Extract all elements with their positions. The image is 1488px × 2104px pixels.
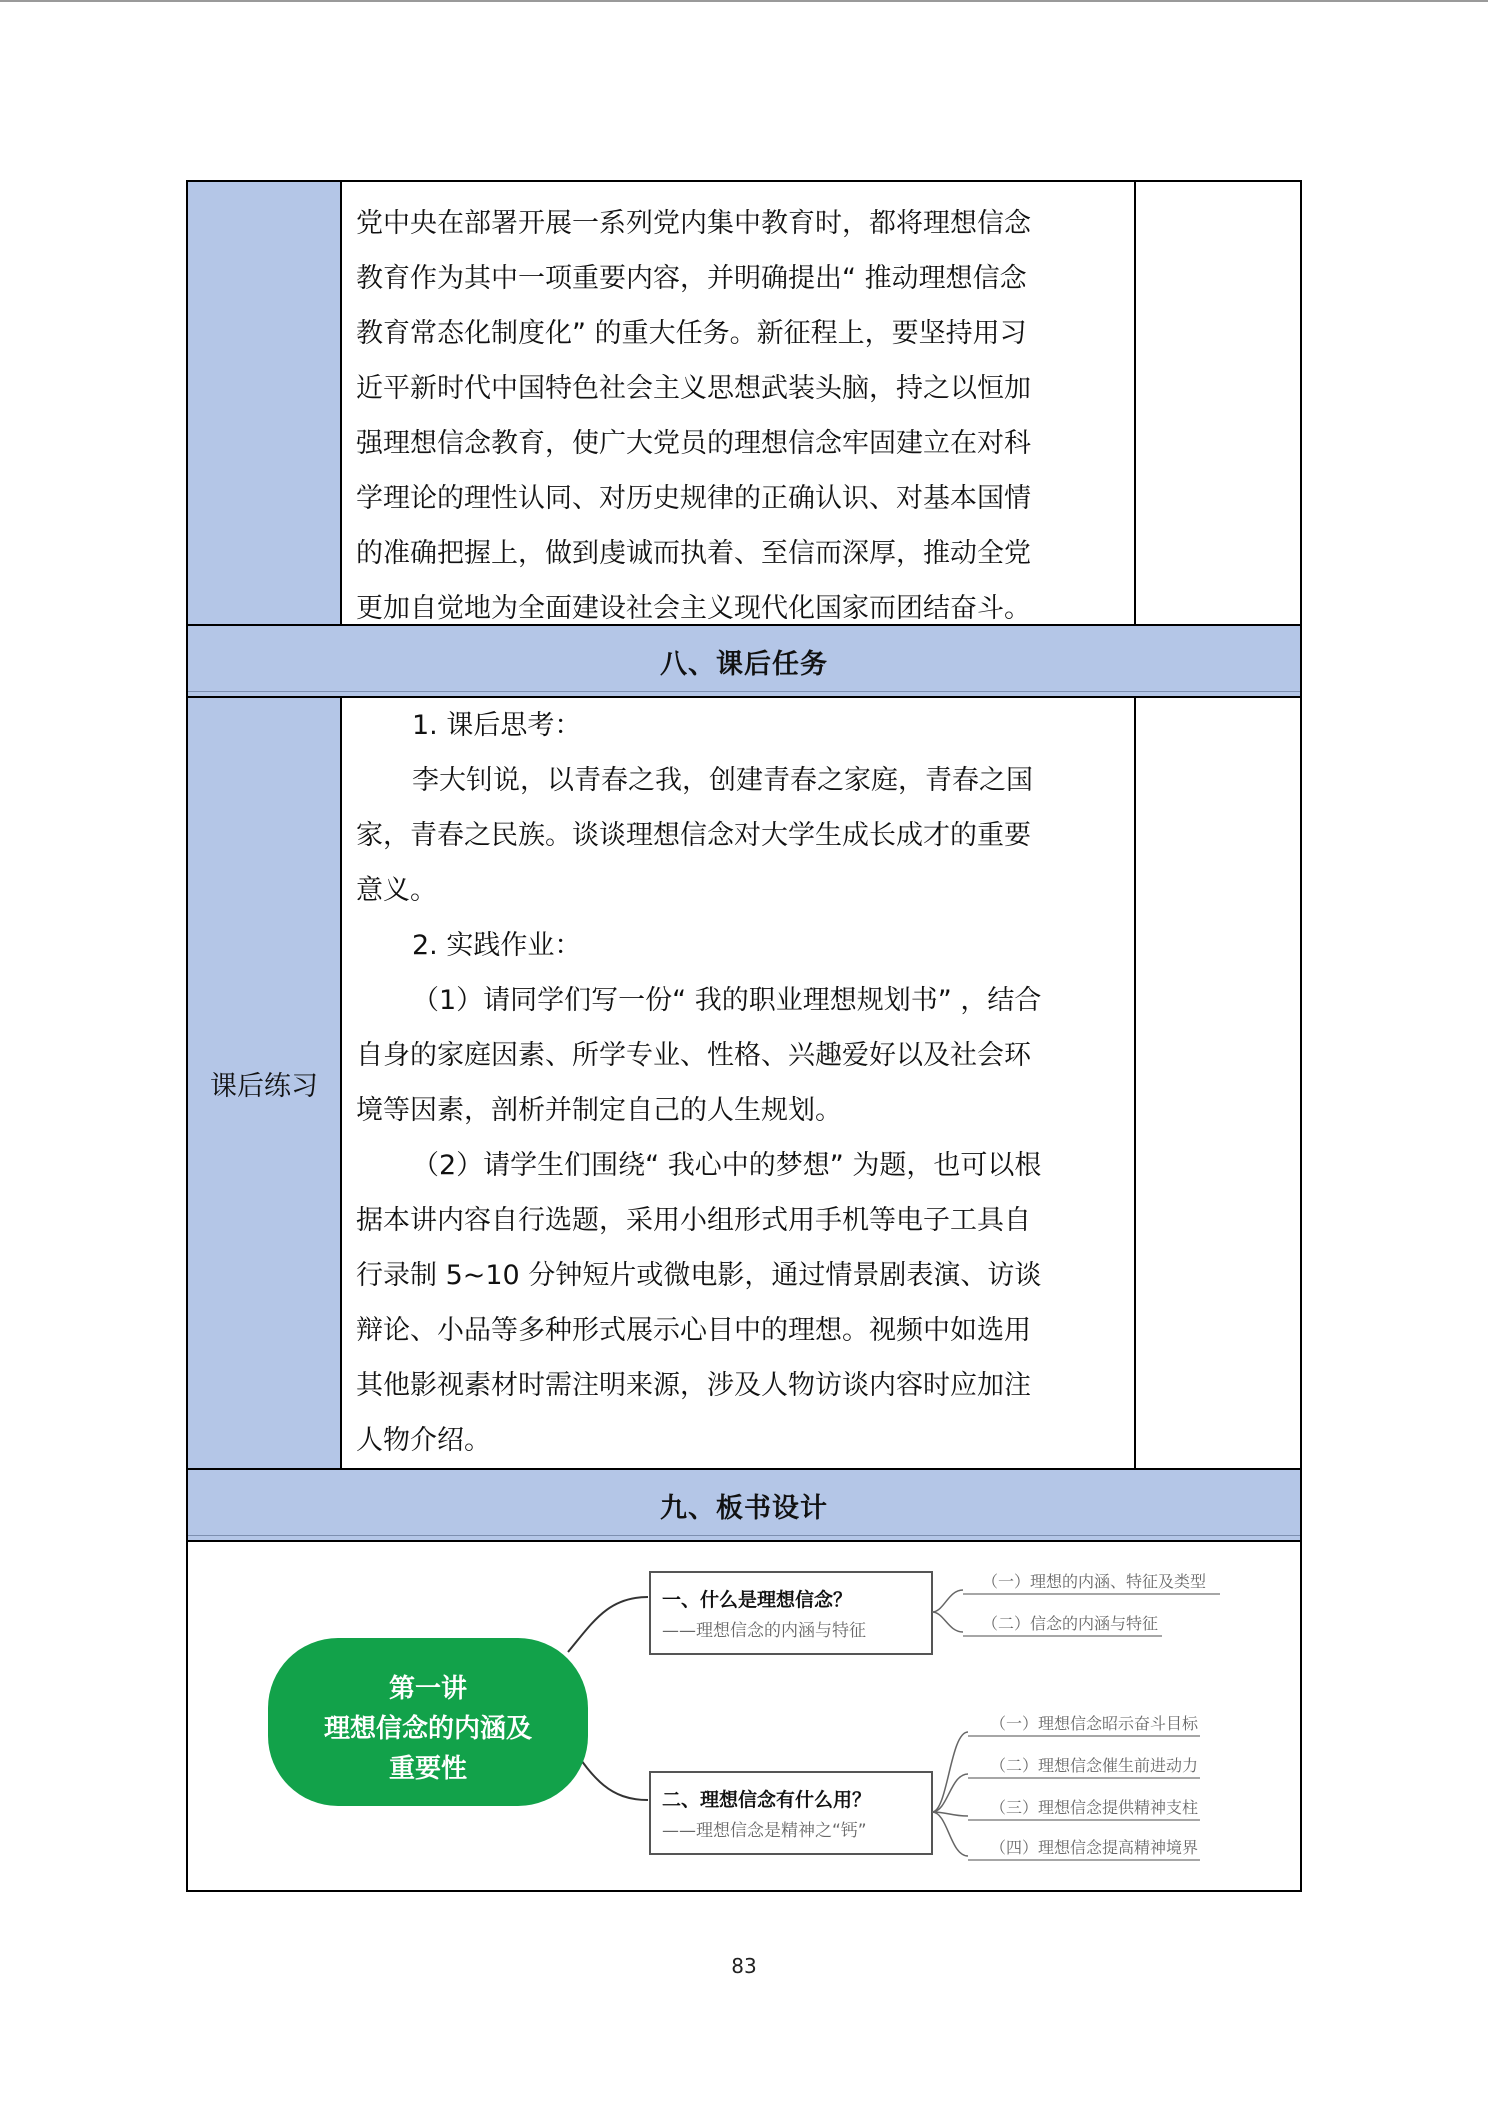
after-class-paragraph (356, 698, 1126, 1468)
content-cell (342, 182, 1136, 624)
leaf-text: （一）理想的内涵、特征及类型 (982, 1572, 1207, 1591)
mind-map-diagram (188, 1542, 1300, 1890)
center-node-line: 第一讲 (388, 1674, 468, 1704)
row-continuation (188, 182, 1300, 624)
section-heading-text: 九、板书设计 (660, 1492, 828, 1524)
text-line: 更加自觉地为全面建设社会主义现代化国家而团结奋斗。 (356, 593, 1031, 624)
leaf-connector (932, 1774, 968, 1812)
section-heading-text: 八、课后任务 (660, 648, 828, 680)
text-line: 党中央在部署开展一系列党内集中教育时，都将理想信念 (356, 208, 1031, 239)
text-line: 李大钊说，以青春之我，创建青春之家庭，青春之国 (412, 765, 1033, 796)
leaf-text: （三）理想信念提供精神支柱 (990, 1798, 1199, 1817)
branch-1-subtitle: ——理想信念的内涵与特征 (662, 1621, 866, 1641)
left-label-cell (188, 182, 342, 624)
text-line: 境等因素，剖析并制定自己的人生规划。 (356, 1095, 842, 1126)
text-line: 行录制 5~10 分钟短片或微电影，通过情景剧表演、访谈 (356, 1260, 1042, 1291)
text-line: 教育常态化制度化” 的重大任务。新征程上，要坚持用习 (356, 318, 1027, 349)
text-line: 近平新时代中国特色社会主义思想武装头脑，持之以恒加 (356, 373, 1031, 404)
leaf-connector (932, 1812, 968, 1856)
text-line: 1. 课后思考： (412, 710, 582, 741)
branch-1-title: 一、什么是理想信念？ (662, 1589, 853, 1611)
text-line: （2）请学生们围绕“ 我心中的梦想” 为题，也可以根 (412, 1150, 1042, 1181)
after-class-label: 课后练习 (210, 1070, 318, 1102)
text-line: 辩论、小品等多种形式展示心目中的理想。视频中如选用 (356, 1315, 1031, 1346)
leaf-text: （二）理想信念催生前进动力 (990, 1756, 1199, 1775)
center-node-line: 理想信念的内涵及 (323, 1714, 533, 1744)
text-line: 人物介绍。 (356, 1425, 491, 1456)
text-line: 学理论的理性认同、对历史规律的正确认识、对基本国情 (356, 483, 1031, 514)
connector-branch-1 (568, 1597, 648, 1652)
section-heading-8 (188, 626, 1300, 696)
leaf-text: （二）信念的内涵与特征 (982, 1614, 1159, 1633)
page-top-rule (0, 0, 1488, 2)
content-cell (342, 698, 1136, 1468)
remarks-cell (1136, 698, 1300, 1468)
text-line: 教育作为其中一项重要内容，并明确提出“ 推动理想信念 (356, 263, 1027, 294)
text-line: 家，青春之民族。谈谈理想信念对大学生成长成才的重要 (356, 820, 1031, 851)
branch-2-title: 二、理想信念有什么用？ (662, 1789, 872, 1811)
leaf-connector (932, 1732, 968, 1812)
left-label-cell (188, 698, 342, 1468)
text-line: 其他影视素材时需注明来源，涉及人物访谈内容时应加注 (356, 1370, 1031, 1401)
leaf-connector (932, 1590, 963, 1612)
text-line: （1）请同学们写一份“ 我的职业理想规划书” ，结合 (412, 985, 1042, 1016)
text-line: 意义。 (356, 875, 437, 906)
leaf-text: （一）理想信念昭示奋斗目标 (990, 1714, 1199, 1733)
text-line: 2. 实践作业： (412, 930, 582, 961)
leaf-connector (932, 1612, 963, 1632)
text-line: 的准确把握上，做到虔诚而执着、至信而深厚，推动全党 (356, 538, 1031, 569)
branch-2-box (650, 1772, 932, 1854)
text-line: 强理想信念教育，使广大党员的理想信念牢固建立在对科 (356, 428, 1031, 459)
center-node-line: 重要性 (388, 1754, 468, 1784)
text-line: 自身的家庭因素、所学专业、性格、兴趣爱好以及社会环 (356, 1040, 1031, 1071)
branch-2-subtitle: ——理想信念是精神之“钙” (662, 1821, 867, 1841)
continuation-paragraph (356, 196, 1126, 636)
remarks-cell (1136, 182, 1300, 624)
section-heading-9 (188, 1470, 1300, 1540)
leaf-text: （四）理想信念提高精神境界 (990, 1838, 1199, 1857)
lesson-plan-table (186, 180, 1302, 1892)
text-line: 据本讲内容自行选题，采用小组形式用手机等电子工具自 (356, 1205, 1031, 1236)
row-after-class (188, 698, 1300, 1468)
row-blackboard-design (188, 1542, 1300, 1890)
branch-1-box (650, 1572, 932, 1654)
page-number: 83 (731, 1954, 757, 1978)
